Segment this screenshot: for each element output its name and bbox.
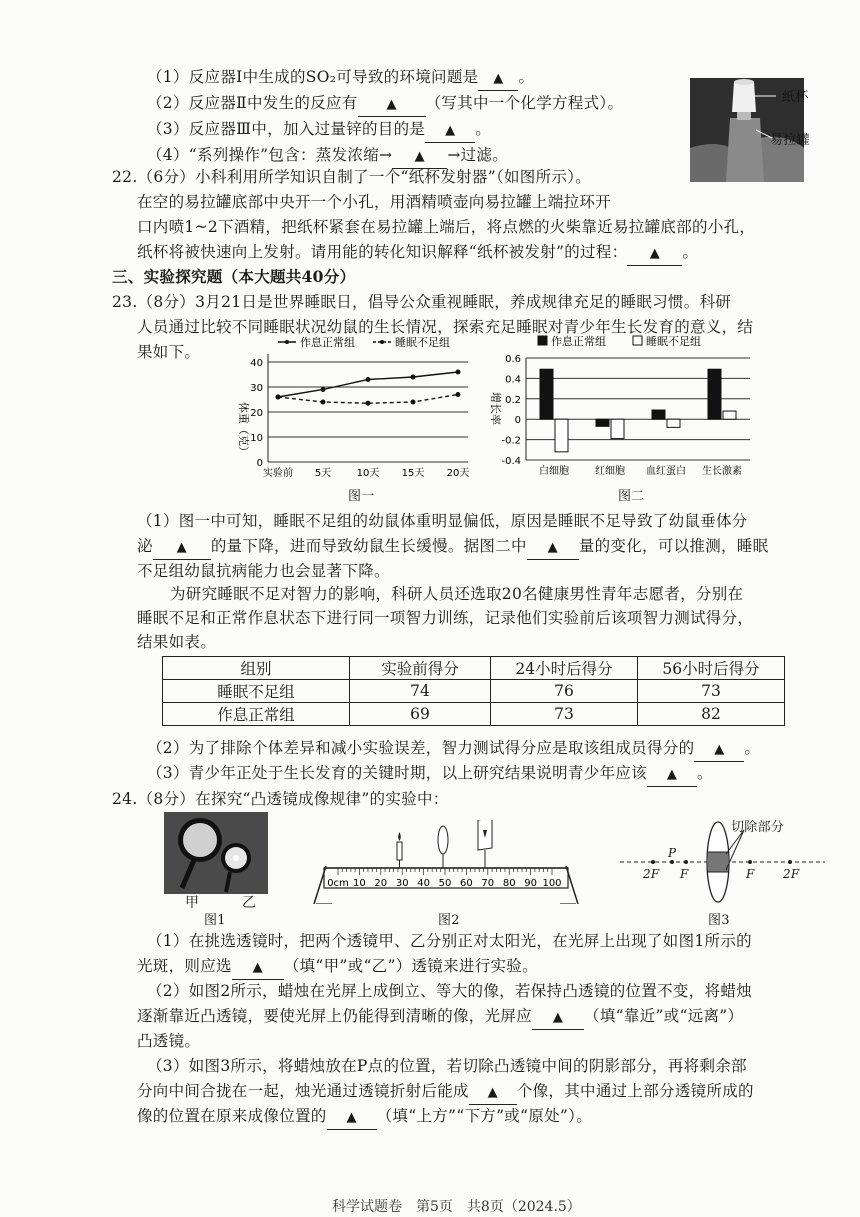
axis-label-2f-left: 2F xyxy=(643,867,660,881)
table-row xyxy=(163,703,785,726)
q22-line4: 纸杯将被快速向上发射。请用能的转化知识解释“纸杯被发射”的过程： ▲ 。 xyxy=(137,241,698,266)
section3-title: 三、实验探究题（本大题共40分） xyxy=(112,267,356,286)
fig2-caption: 图2 xyxy=(438,913,460,928)
x-tick-label: 红细胞 xyxy=(595,466,625,477)
legend-marker xyxy=(380,340,384,344)
axis-label-f-left: F xyxy=(680,867,689,881)
x-tick-label: 20天 xyxy=(446,468,470,479)
x-tick-label: 血红蛋白 xyxy=(646,466,686,477)
table-cell: 82 xyxy=(638,703,785,726)
q21-line1: （1）反应器Ⅰ中生成的SO₂可导致的环境问题是 ▲ 。 xyxy=(147,66,534,91)
q22-line1: 22.（6分）小科利用所学知识自制了一个“纸杯发射器”（如图所示）。 xyxy=(112,168,592,186)
q21-line3: （3）反应器Ⅲ中，加入过量锌的目的是 ▲ 。 xyxy=(147,118,491,143)
table-cell: 69 xyxy=(350,703,491,726)
growth-rate-bar-chart xyxy=(478,332,758,482)
q23-p1-line3: 不足组幼鼠抗病能力也会显著下降。 xyxy=(137,562,390,580)
y-axis-label: 增长率 xyxy=(489,392,502,425)
lens-yi-label: 乙 xyxy=(242,895,257,911)
y-tick-label: 10 xyxy=(250,433,263,444)
weight-line-chart xyxy=(228,332,478,482)
q24-p2-line3: 凸透镜。 xyxy=(137,1032,201,1050)
y-tick-label: 40 xyxy=(250,358,263,369)
fig2-caption: 图二 xyxy=(618,489,645,504)
data-point xyxy=(456,392,461,397)
q23-line1: 23.（8分）3月21日是世界睡眠日，倡导公众重视睡眠，养成规律充足的睡眠习惯。科研 xyxy=(112,293,732,311)
table-cell: 76 xyxy=(491,680,638,703)
data-point xyxy=(366,377,371,382)
legend-swatch xyxy=(538,336,547,345)
lens-cut-diagram xyxy=(620,812,830,904)
ruler-label: 50 xyxy=(438,878,452,889)
q24-p3-line2: 分向中间合拢在一起，烛光通过透镜折射后能成 ▲ 个像，其中通过上部分透镜所成的 xyxy=(137,1080,754,1105)
table-cell: 睡眠不足组 xyxy=(163,680,350,703)
q24-p1-line2: 光斑，则应选 ▲ （填“甲”或“乙”）透镜来进行实验。 xyxy=(137,955,538,980)
lens-spots-photo xyxy=(164,812,268,894)
y-tick-label: 0.2 xyxy=(505,394,521,406)
axis-label-f-right: F xyxy=(746,867,755,881)
lens-jia-label: 甲 xyxy=(185,895,200,911)
table-header: 24小时后得分 xyxy=(491,657,638,680)
ruler-label: 0cm xyxy=(327,878,349,889)
q23-p1-line2: 泌 ▲ 的量下降，进而导致幼鼠生长缓慢。据图二中 ▲ 量的变化，可以推测，睡眠 xyxy=(137,535,768,560)
q22-line2: 在空的易拉罐底部中央开一个小孔，用酒精喷壶向易拉罐上端拉环开 xyxy=(137,193,612,211)
table-header: 实验前得分 xyxy=(350,657,491,680)
q24-p3-line1: （3）如图3所示，将蜡烛放在P点的位置，若切除凸透镜中间的阴影部分，再将剩余部 xyxy=(147,1057,747,1075)
bar xyxy=(723,411,736,419)
q24-p2-line2: 逐渐靠近凸透镜，要使光屏上仍能得到清晰的像，光屏应 ▲ （填“靠近”或“远离”） xyxy=(137,1005,743,1030)
y-tick-label: -0.2 xyxy=(501,435,521,447)
ruler-label: 10 xyxy=(353,878,366,889)
ruler-label: 30 xyxy=(395,878,409,889)
y-tick-label: 0.6 xyxy=(505,354,521,365)
data-point xyxy=(411,400,416,405)
q23-p2-line3: 结果如表。 xyxy=(137,633,217,651)
fig3-caption: 图3 xyxy=(708,913,730,928)
table-header-row xyxy=(163,657,785,680)
q23-p3: （2）为了排除个体差异和减小实验误差，智力测试得分应是取该组成员得分的 ▲ 。 xyxy=(147,737,760,762)
q24-p2-line1: （2）如图2所示，蜡烛在光屏上成倒立、等大的像，若保持凸透镜的位置不变，将蜡烛 xyxy=(147,982,752,1000)
x-tick-label: 白细胞 xyxy=(539,466,569,477)
data-point xyxy=(366,401,371,406)
ruler-label: 80 xyxy=(502,878,516,889)
legend-marker xyxy=(285,340,289,344)
table-header: 56小时后得分 xyxy=(638,657,785,680)
q23-line2: 人员通过比较不同睡眠状况幼鼠的生长情况，探索充足睡眠对青少年生长发育的意义，结 xyxy=(137,318,754,336)
table-row xyxy=(163,680,785,703)
y-axis-label: 体重（克） xyxy=(237,402,250,457)
y-tick-label: -0.4 xyxy=(501,456,521,467)
x-tick-label: 15天 xyxy=(401,468,425,479)
q23-p2-line2: 睡眠不足和正常作息状态下进行同一项智力训练，记录他们实验前后该项智力测试得分， xyxy=(137,609,754,627)
q21-line2: （2）反应器Ⅱ中发生的反应有 ▲ （写其中一个化学方程式）。 xyxy=(147,92,623,117)
optical-bench-diagram xyxy=(312,820,580,904)
can-label: 易拉罐 xyxy=(770,133,810,148)
x-tick-label: 10天 xyxy=(356,468,380,479)
data-point xyxy=(321,400,326,405)
table-cell: 73 xyxy=(638,680,785,703)
cut-part-label: 切除部分 xyxy=(731,820,785,835)
data-point xyxy=(411,375,416,380)
ruler-label: 100 xyxy=(542,878,562,889)
bar xyxy=(708,369,721,419)
ruler-label: 60 xyxy=(460,878,473,889)
ruler-label: 90 xyxy=(524,878,537,889)
data-point xyxy=(321,387,326,392)
q22-line3: 口内喷1~2下酒精，把纸杯紧套在易拉罐上端后，将点燃的火柴靠近易拉罐底部的小孔， xyxy=(137,218,756,236)
bar xyxy=(611,419,624,438)
bar xyxy=(667,419,680,427)
table-cell: 74 xyxy=(350,680,491,703)
y-tick-label: 0 xyxy=(256,458,263,469)
q24-p1-line1: （1）在挑选透镜时，把两个透镜甲、乙分别正对太阳光，在光屏上出现了如图1所示的 xyxy=(147,932,752,950)
q23-p2-line1: 为研究睡眠不足对智力的影响，科研人员还选取20名健康男性青年志愿者，分别在 xyxy=(170,585,744,603)
data-point xyxy=(276,395,281,400)
q23-p1-line1: （1）图一中可知，睡眠不足组的幼鼠体重明显偏低，原因是睡眠不足导致了幼鼠垂体分 xyxy=(137,512,748,530)
fig1-caption: 图1 xyxy=(204,913,226,928)
ruler-label: 20 xyxy=(374,878,388,889)
y-tick-label: 20 xyxy=(250,408,263,419)
q23-line3: 果如下。 xyxy=(137,343,201,361)
legend-label: 睡眠不足组 xyxy=(395,336,450,349)
y-tick-label: 30 xyxy=(250,383,263,394)
ruler-label: 40 xyxy=(417,878,430,889)
bar xyxy=(596,419,609,426)
table-cell: 73 xyxy=(491,703,638,726)
legend-label: 睡眠不足组 xyxy=(646,335,701,348)
score-table xyxy=(162,656,785,726)
q24-p3-line3: 像的位置在原来成像位置的 ▲ （填“上方”“下方”或“原处”）。 xyxy=(137,1105,592,1130)
legend-label: 作息正常组 xyxy=(300,336,355,349)
bar xyxy=(652,410,665,419)
q21-line4: （4）“系列操作”包含：蒸发浓缩→ ▲ →过滤。 xyxy=(147,144,508,169)
series-line xyxy=(278,372,458,397)
bar xyxy=(555,419,568,452)
legend-swatch xyxy=(633,336,642,345)
axis-label-p: P xyxy=(668,846,677,860)
bar xyxy=(540,369,553,419)
q23-p4: （3）青少年正处于生长发育的关键时期，以上研究结果说明青少年应该 ▲ 。 xyxy=(147,762,713,787)
legend-label: 作息正常组 xyxy=(551,335,606,348)
y-tick-label: 0.4 xyxy=(505,374,521,386)
axis-label-2f-right: 2F xyxy=(783,867,800,881)
page-footer: 科学试题卷 第5页 共8页（2024.5） xyxy=(332,1199,581,1215)
x-tick-label: 实验前 xyxy=(263,468,293,479)
data-point xyxy=(456,370,461,375)
cup-label: 纸杯 xyxy=(782,90,809,105)
y-tick-label: 0 xyxy=(514,415,521,427)
q24-line1: 24.（8分）在探究“凸透镜成像规律”的实验中： xyxy=(112,790,449,808)
fig1-caption: 图一 xyxy=(348,489,375,504)
ruler-label: 70 xyxy=(481,878,495,889)
x-tick-label: 生长激素 xyxy=(702,466,742,477)
table-header: 组别 xyxy=(163,657,350,680)
table-cell: 作息正常组 xyxy=(163,703,350,726)
x-tick-label: 5天 xyxy=(314,468,332,479)
